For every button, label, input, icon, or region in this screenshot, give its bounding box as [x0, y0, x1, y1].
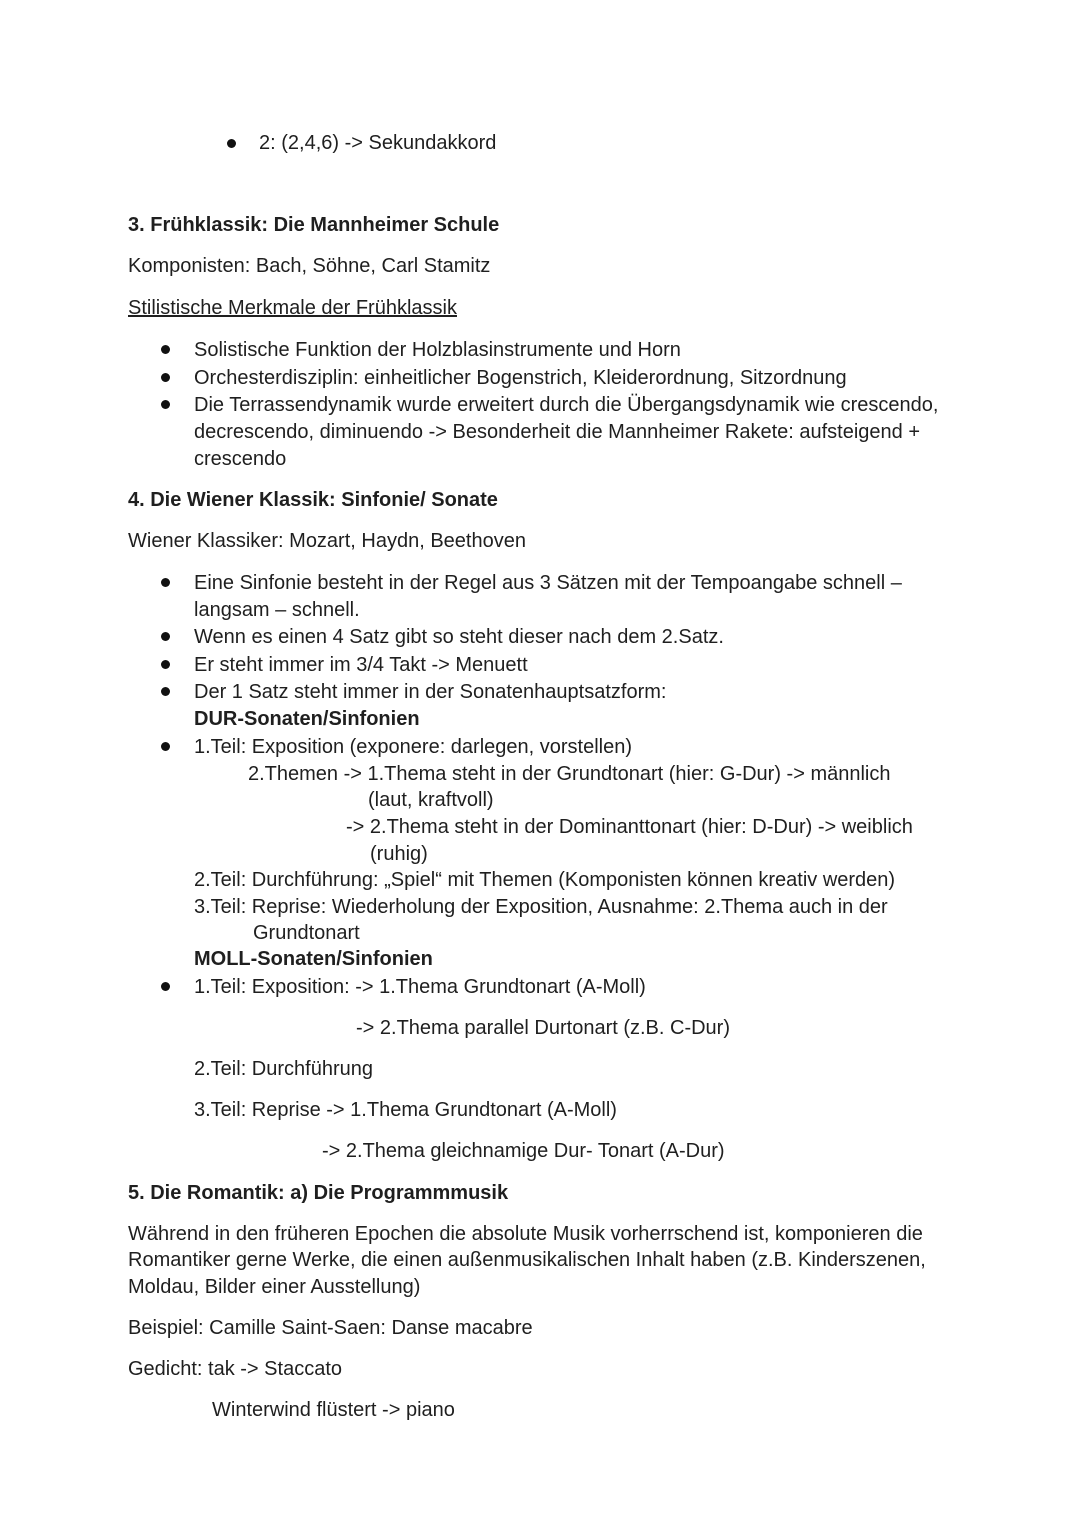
paragraph-line: Während in den früheren Epochen die absolute Musik vorherrschend ist, komponieren die [128, 1223, 923, 1245]
composers-line: Komponisten: Bach, Söhne, Carl Stamitz [128, 255, 491, 277]
paragraph-line: Romantiker gerne Werke, die einen außenmusikalischen Inhalt haben (z.B. Kinderszenen, [128, 1249, 926, 1271]
example-line: Beispiel: Camille Saint-Saen: Danse macabre [128, 1317, 533, 1339]
bullet-dot [161, 578, 170, 587]
list-item: Solistische Funktion der Holzblasinstrumente und Horn [194, 339, 681, 361]
section-heading: 3. Frühklassik: Die Mannheimer Schule [128, 214, 500, 236]
composers-line: Wiener Klassiker: Mozart, Haydn, Beethoven [128, 530, 526, 552]
list-item-continuation: 2.Teil: Durchführung: „Spiel“ mit Themen (Komponisten können kreativ werden) [194, 869, 896, 891]
list-item: Der 1 Satz steht immer in der Sonatenhauptsatzform: [194, 681, 667, 703]
list-item-continuation: -> 2.Thema steht in der Dominanttonart (hier: D-Dur) -> weiblich [346, 816, 913, 838]
list-item-continuation: crescendo [194, 448, 287, 470]
bullet-dot [161, 660, 170, 669]
bullet-dot [161, 982, 170, 991]
list-item: Orchesterdisziplin: einheitlicher Bogenstrich, Kleiderordnung, Sitzordnung [194, 367, 847, 389]
list-item-continuation: Grundtonart [253, 922, 360, 944]
bullet-dot [227, 139, 236, 148]
list-item-continuation: 3.Teil: Reprise: Wiederholung der Exposition, Ausnahme: 2.Thema auch in der [194, 896, 888, 918]
bullet-dot [161, 345, 170, 354]
list-item-continuation: decrescendo, diminuendo -> Besonderheit die Mannheimer Rakete: aufsteigend + [194, 421, 921, 443]
poem-line: Winterwind flüstert -> piano [212, 1399, 455, 1421]
list-item-continuation: -> 2.Thema parallel Durtonart (z.B. C-Dur) [356, 1017, 731, 1039]
list-item-continuation: 2.Teil: Durchführung [194, 1058, 373, 1080]
dur-heading: DUR-Sonaten/Sinfonien [194, 708, 420, 730]
list-item-continuation: 3.Teil: Reprise -> 1.Thema Grundtonart (A-Moll) [194, 1099, 617, 1121]
list-item-continuation: langsam – schnell. [194, 599, 360, 621]
section-heading: 4. Die Wiener Klassik: Sinfonie/ Sonate [128, 489, 498, 511]
moll-heading: MOLL-Sonaten/Sinfonien [194, 948, 433, 970]
list-item-continuation: (laut, kraftvoll) [368, 789, 494, 811]
list-item-continuation: -> 2.Thema gleichnamige Dur- Tonart (A-Dur) [322, 1140, 725, 1162]
list-item: 2: (2,4,6) -> Sekundakkord [259, 132, 497, 154]
list-item: Eine Sinfonie besteht in der Regel aus 3 Sätzen mit der Tempoangabe schnell – [194, 572, 902, 594]
paragraph-line: Moldau, Bilder einer Ausstellung) [128, 1276, 421, 1298]
bullet-dot [161, 742, 170, 751]
list-item: 1.Teil: Exposition (exponere: darlegen, vorstellen) [194, 736, 633, 758]
poem-line: Gedicht: tak -> Staccato [128, 1358, 342, 1380]
bullet-dot [161, 373, 170, 382]
bullet-dot [161, 687, 170, 696]
list-item: 1.Teil: Exposition: -> 1.Thema Grundtonart (A-Moll) [194, 976, 646, 998]
bullet-dot [161, 400, 170, 409]
bullet-dot [161, 632, 170, 641]
list-item-continuation: 2.Themen -> 1.Thema steht in der Grundtonart (hier: G-Dur) -> männlich [248, 763, 891, 785]
list-item: Wenn es einen 4 Satz gibt so steht dieser nach dem 2.Satz. [194, 626, 724, 648]
list-item: Er steht immer im 3/4 Takt -> Menuett [194, 654, 528, 676]
list-item: Die Terrassendynamik wurde erweitert durch die Übergangsdynamik wie crescendo, [194, 394, 939, 416]
list-item-continuation: (ruhig) [370, 843, 428, 865]
subheading: Stilistische Merkmale der Frühklassik [128, 297, 457, 319]
section-heading: 5. Die Romantik: a) Die Programmmusik [128, 1182, 509, 1204]
